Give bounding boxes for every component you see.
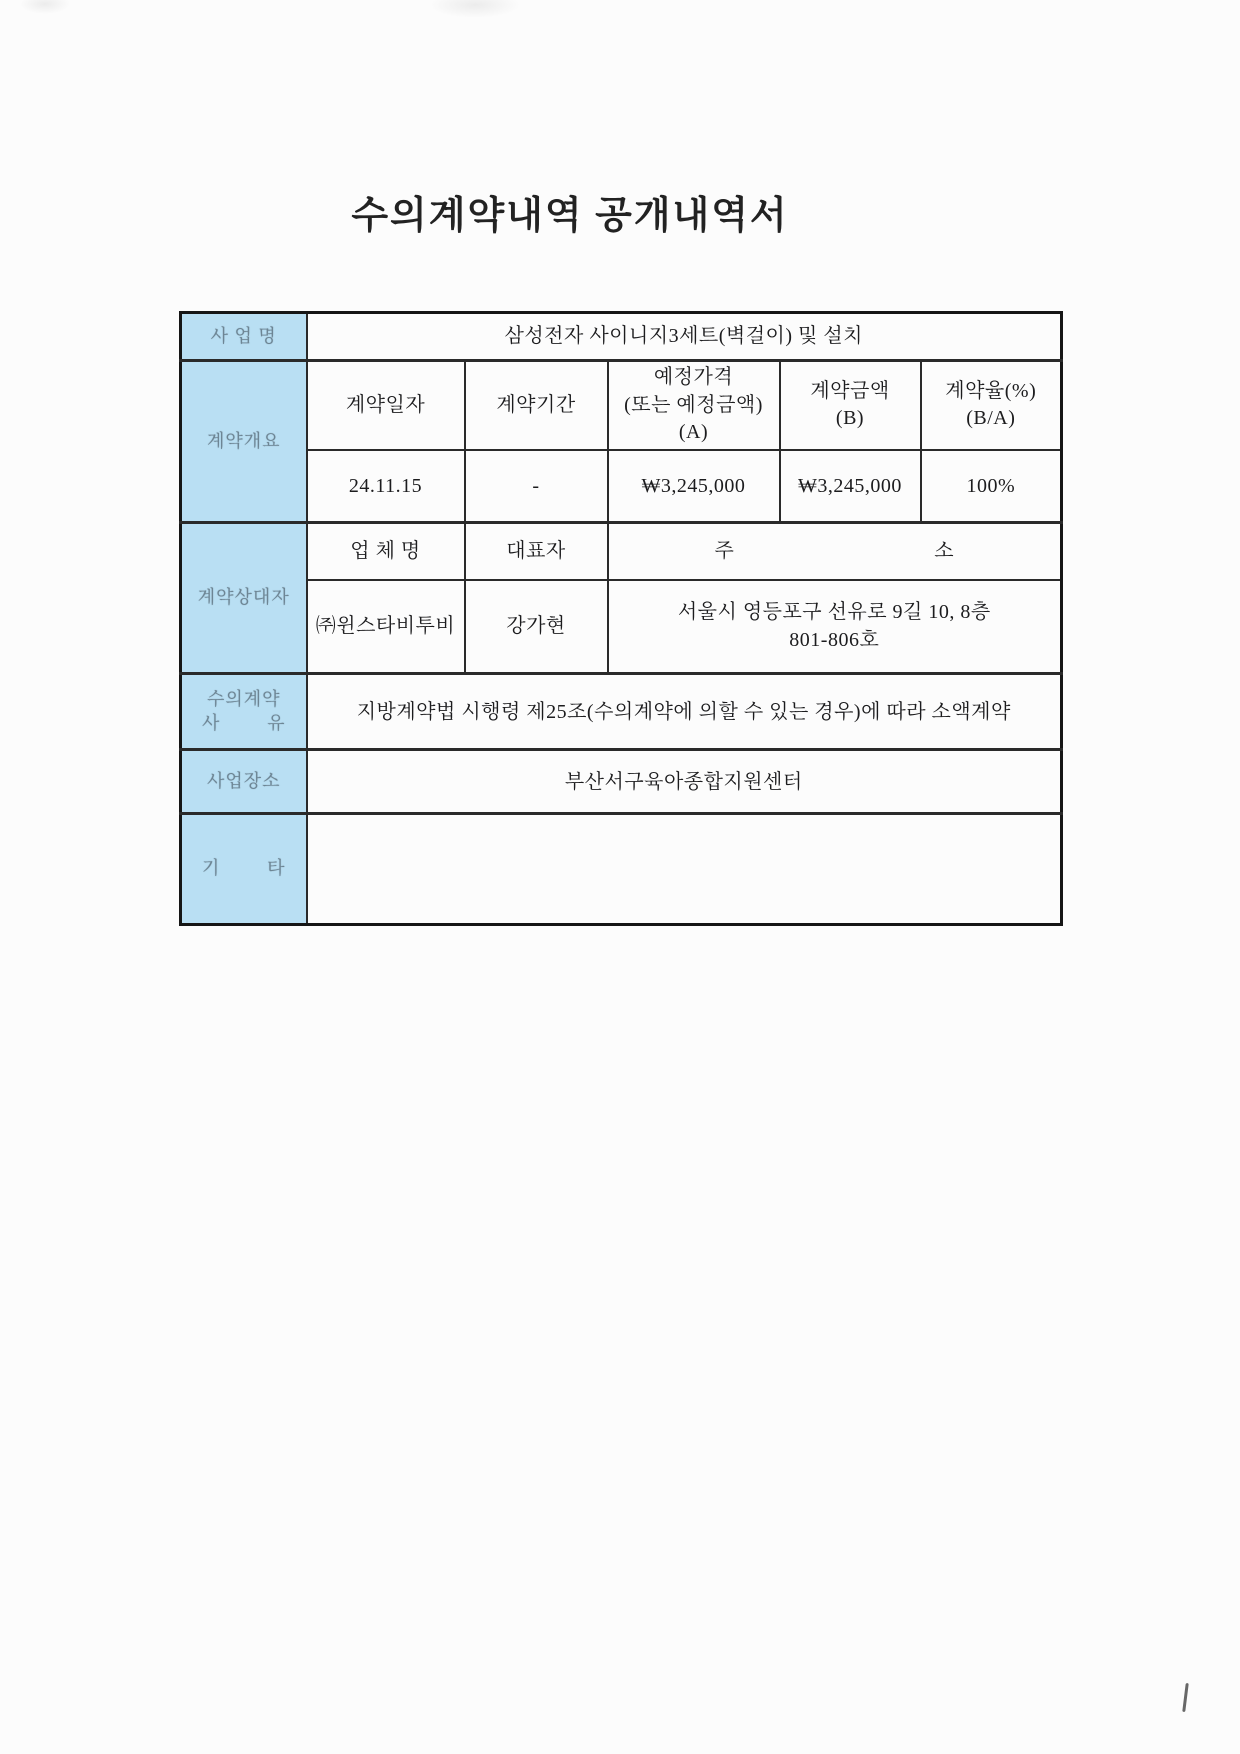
address-value [608, 580, 1062, 674]
header-contract-rate [921, 361, 1062, 450]
label-contract-overview: 계약개요 [181, 361, 307, 523]
header-contract-date: 계약일자 [307, 361, 465, 450]
label-business-name: 사 업 명 [181, 313, 307, 361]
header-estimated-price-line3: (A) [678, 421, 709, 444]
contract-table [179, 311, 1063, 926]
document-title: 수의계약내역 공개내역서 [351, 195, 789, 237]
row-contract-reason [181, 674, 1062, 750]
label-contract-reason-char-left: 사 [202, 712, 221, 733]
header-address-char-left: 주 [714, 540, 735, 563]
header-address-char-right: 소 [934, 540, 955, 563]
header-contract-rate-line2: (B/A) [966, 407, 1016, 430]
header-estimated-price [608, 361, 780, 450]
label-contract-reason-char-right: 유 [267, 712, 286, 733]
header-estimated-price-line2: (또는 예정금액) [624, 393, 763, 416]
business-place-value: 부산서구육아종합지원센터 [307, 750, 1062, 814]
row-overview-data [181, 450, 1062, 523]
row-party-data [181, 580, 1062, 674]
header-contract-amount-line1: 계약금액 [810, 379, 890, 402]
etc-value [307, 814, 1062, 925]
address-line2: 801-806호 [789, 628, 880, 651]
contract-reason-value: 지방계약법 시행령 제25조(수의계약에 의할 수 있는 경우)에 따라 소액계약 [307, 674, 1062, 750]
label-contract-reason-line1: 수의계약 [206, 689, 281, 710]
address-line1: 서울시 영등포구 선유로 9길 10, 8층 [677, 600, 991, 623]
header-contract-amount [780, 361, 921, 450]
row-etc [181, 814, 1062, 925]
contract-amount-value: ₩3,245,000 [780, 450, 921, 523]
contract-period-value: - [465, 450, 608, 523]
label-etc-char-left: 기 [202, 858, 221, 879]
header-contract-rate-line1: 계약율(%) [945, 379, 1037, 402]
header-company-name: 업 체 명 [307, 523, 465, 580]
header-address [608, 523, 1062, 580]
contract-date-value: 24.11.15 [307, 450, 465, 523]
header-contract-amount-line2: (B) [835, 407, 865, 430]
company-name-value: ㈜윈스타비투비 [307, 580, 465, 674]
estimated-price-value: ₩3,245,000 [608, 450, 780, 523]
label-contract-party: 계약상대자 [181, 523, 307, 674]
title-wrap [0, 0, 1140, 239]
label-etc [181, 814, 307, 925]
header-contract-period: 계약기간 [465, 361, 608, 450]
representative-value: 강가현 [465, 580, 608, 674]
pen-mark [1182, 1683, 1189, 1712]
label-etc-char-right: 타 [267, 858, 286, 879]
header-representative: 대표자 [465, 523, 608, 580]
label-contract-reason [181, 674, 307, 750]
row-business-name [181, 313, 1062, 361]
label-business-place: 사업장소 [181, 750, 307, 814]
business-name-value: 삼성전자 사이니지3세트(벽걸이) 및 설치 [307, 313, 1062, 361]
header-estimated-price-line1: 예정가격 [653, 366, 734, 388]
contract-rate-value: 100% [921, 450, 1062, 523]
row-business-place [181, 750, 1062, 814]
row-overview-header [181, 361, 1062, 450]
row-party-header [181, 523, 1062, 580]
